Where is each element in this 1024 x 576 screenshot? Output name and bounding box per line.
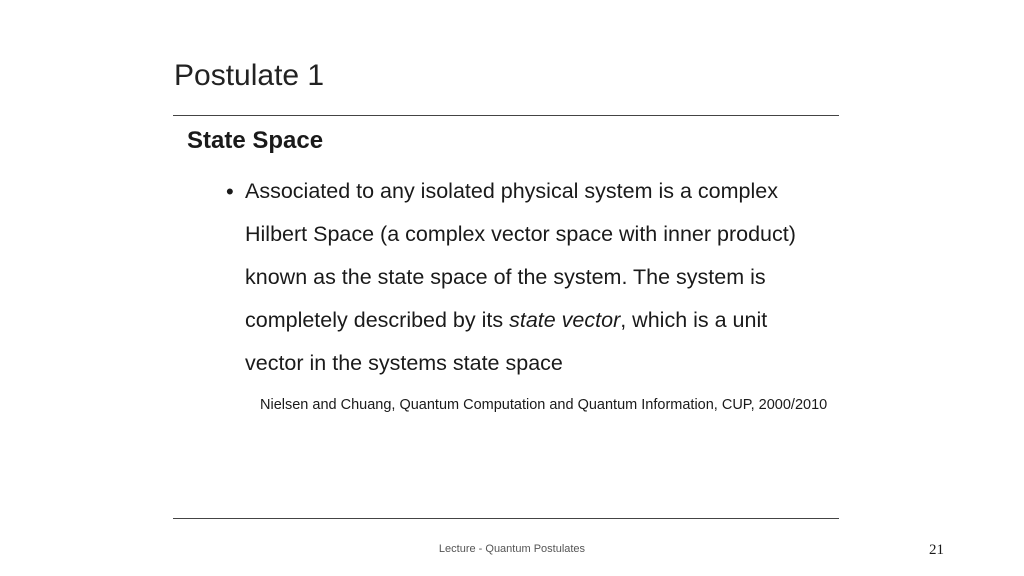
page-number: 21 bbox=[929, 542, 944, 558]
slide-title: Postulate 1 bbox=[174, 59, 325, 92]
footer-divider bbox=[173, 518, 839, 519]
bullet-line-4-end: , which is a unit bbox=[620, 308, 768, 332]
bullet-line-2: Hilbert Space (a complex vector space with inner product) bbox=[245, 222, 796, 246]
footer-text: Lecture - Quantum Postulates bbox=[438, 543, 586, 555]
bullet-line-5: vector in the systems state space bbox=[245, 351, 563, 375]
state-vector-emphasis: state vector bbox=[509, 308, 621, 332]
bullet-text bbox=[245, 170, 846, 385]
bullet-line-1: Associated to any isolated physical system is a complex bbox=[245, 179, 778, 203]
bullet-icon: • bbox=[226, 179, 234, 204]
bullet-line-4 bbox=[245, 299, 846, 342]
bullet-line-4-start: completely described by its bbox=[245, 308, 510, 332]
citation: Nielsen and Chuang, Quantum Computation and Quantum Information, CUP, 2000/2010 bbox=[260, 397, 828, 413]
title-divider bbox=[173, 115, 839, 116]
section-heading: State Space bbox=[187, 127, 324, 154]
bullet-item bbox=[226, 170, 846, 385]
bullet-line-3: known as the state space of the system. The system is bbox=[245, 265, 766, 289]
